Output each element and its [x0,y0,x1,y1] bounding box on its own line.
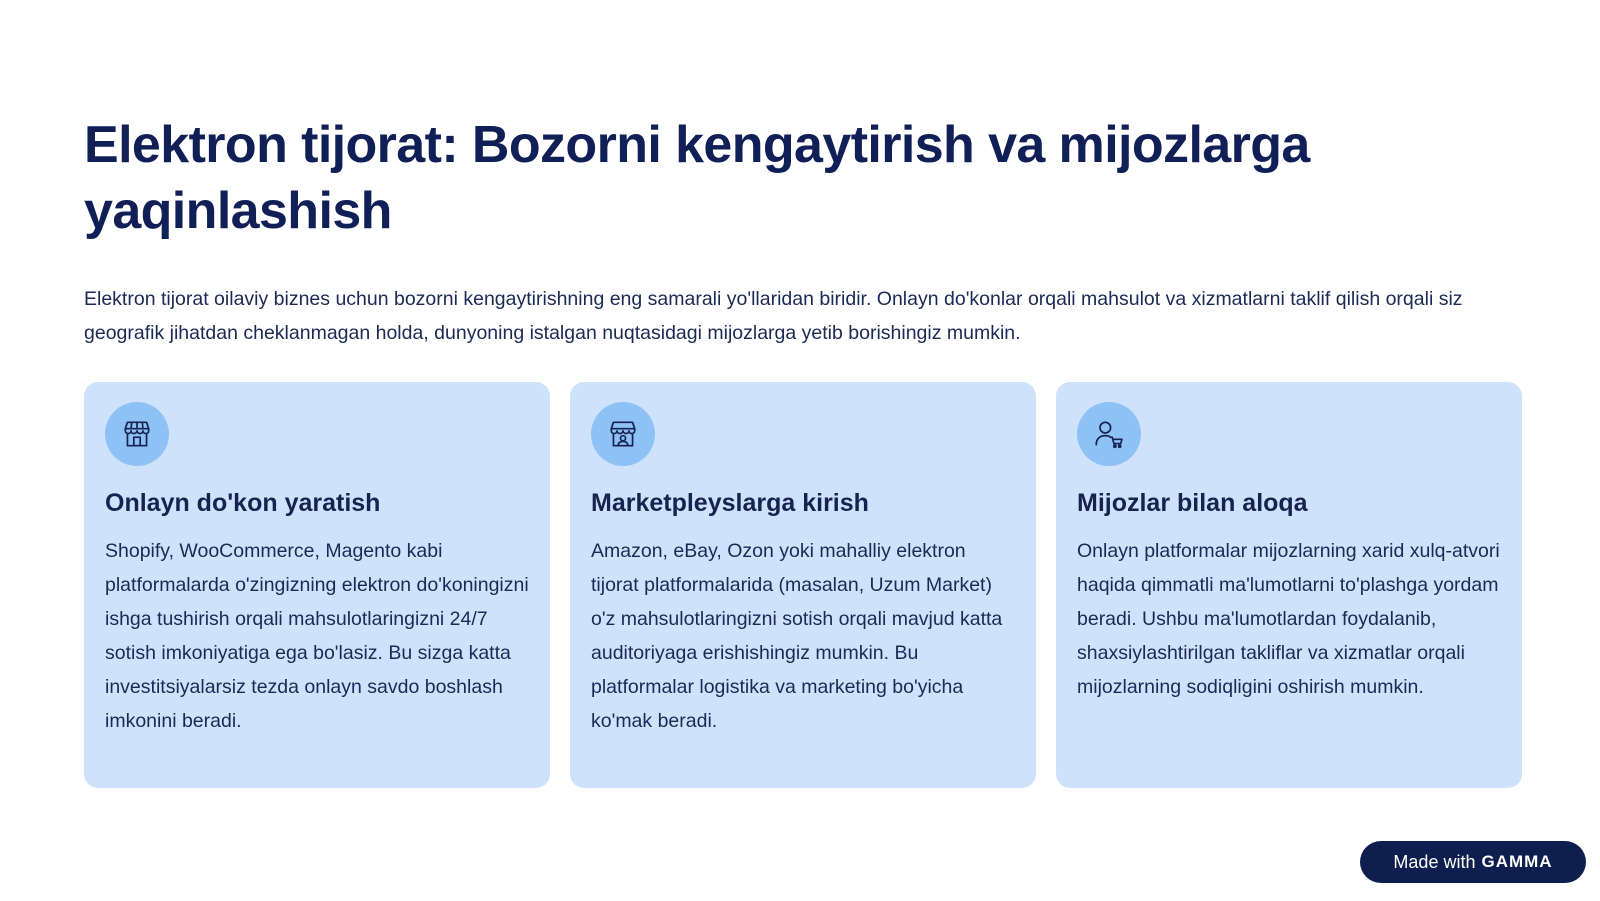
card-customer-contact [1056,382,1522,788]
slide-content [84,112,1524,732]
made-with-gamma-badge[interactable] [1360,841,1586,883]
card-title: Marketpleyslarga kirish [591,489,869,517]
card-online-store [84,382,550,788]
intro-paragraph: Elektron tijorat oilaviy biznes uchun bozorni kengaytirishning eng samarali yo'llaridan biridir. Onlayn do'konlar orqali mahsulot va xizmatlarni taklif qilish orqali siz geografik jihatdan cheklanmagan holda, dunyoning istalgan nuqtasidagi mijozlarga yetib borishingiz mumkin. [84,288,1463,344]
card-marketplaces [570,382,1036,788]
storefront-icon [105,402,169,466]
card-body: Shopify, WooCommerce, Magento kabi platformalarda o'zingizning elektron do'koningizni ishga tushirish orqali mahsulotlaringizni 24/7 sotish imkoniyatiga ega bo'lasiz. Bu sizga katta investitsiyalarsiz tezda onlayn savdo boshlash imkonini beradi. [105,540,529,732]
card-title: Mijozlar bilan aloqa [1077,489,1308,517]
gamma-logo: GAMMA [1481,852,1553,871]
card-body: Onlayn platformalar mijozlarning xarid xulq-atvori haqida qimmatli ma'lumotlarni to'plashga yordam beradi. Ushbu ma'lumotlardan foydalanib, shaxsiylashtirilgan takliflar va xizmatlar orqali mijozlarning sodiqligini oshirish mumkin. [1077,540,1500,698]
store-person-icon [591,402,655,466]
card-body: Amazon, eBay, Ozon yoki mahalliy elektron tijorat platformalarida (masalan, Uzum Market) o'z mahsulotlaringizni sotish orqali mavjud katta auditoriyaga erishishingiz mumkin. Bu platformalar logistika va marketing bo'yicha ko'mak beradi. [591,540,1003,732]
card-title: Onlayn do'kon yaratish [105,489,381,517]
card-row [84,382,1522,788]
user-cart-icon [1077,402,1141,466]
page-title: Elektron tijorat: Bozorni kengaytirish va mijozlarga yaqinlashish [84,116,1310,240]
badge-prefix: Made with [1393,851,1476,872]
